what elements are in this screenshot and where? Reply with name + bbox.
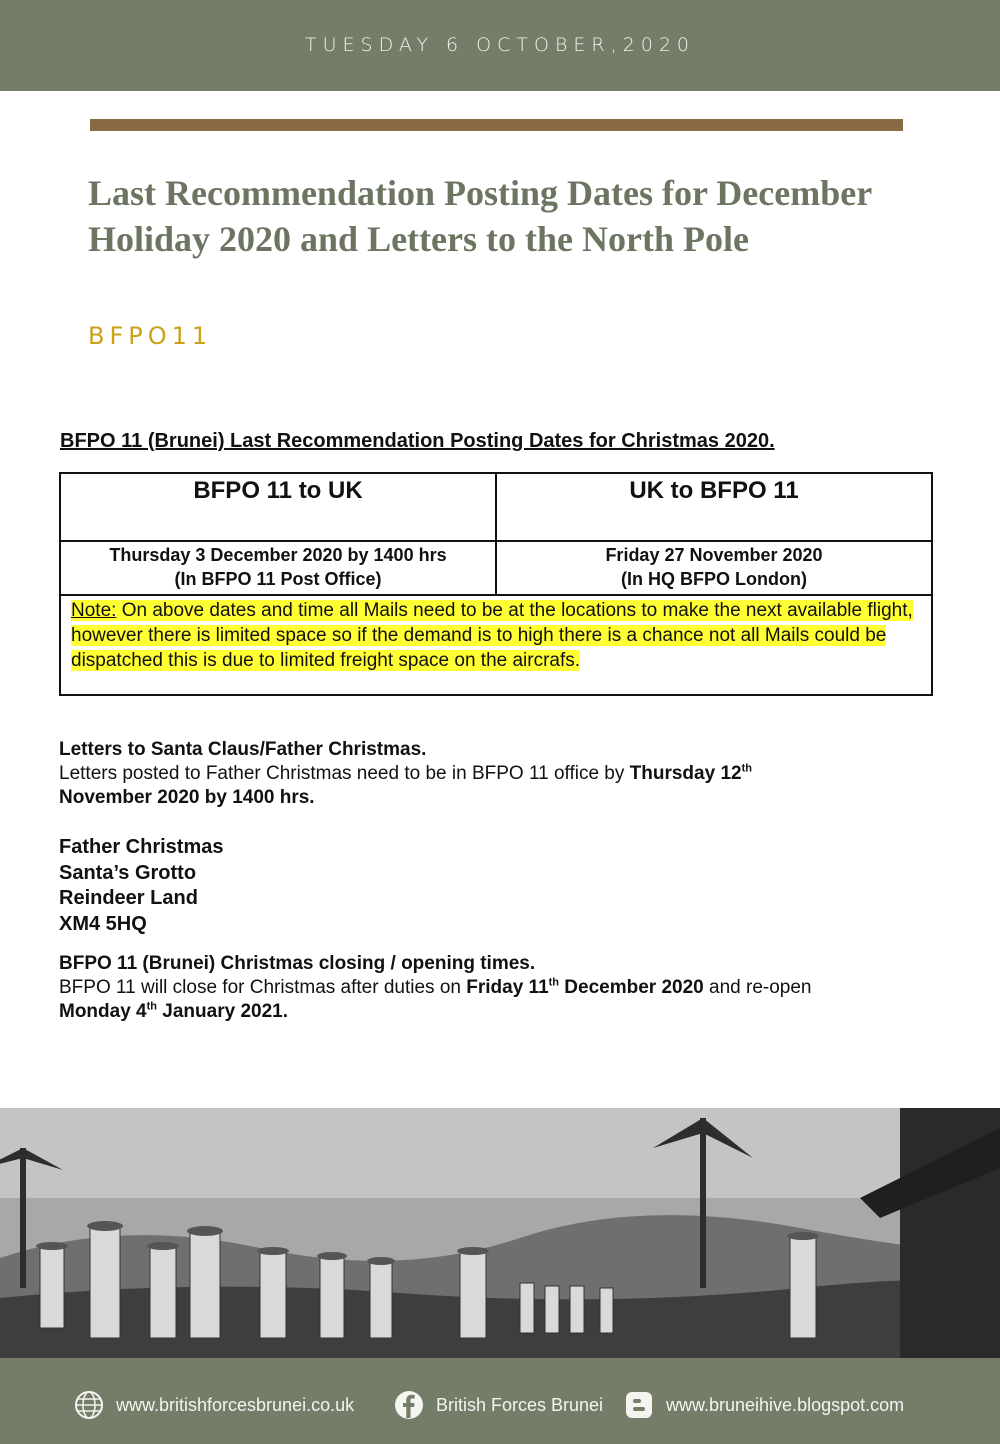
deadline-time: November 2020 by 1400 hrs. [59,787,315,808]
column-header-uk-to-bfpo: UK to BFPO 11 [496,473,932,541]
post-date: TUESDAY 6 OCTOBER,2020 [305,34,695,56]
open-date-suffix: th [146,1000,158,1013]
note-text: On above dates and time all Mails need to be at the locations to make the next available flight, however there is limited space so if the demand is to high there is a chance not all Mails could be dispatched this is due to limited freight space on the aircrafs. [71,600,913,671]
post-title[interactable]: Last Recommendation Posting Dates for December Holiday 2020 and Letters to the North Pole [88,173,872,259]
cell-line: (In BFPO 11 Post Office) [174,569,382,589]
deadline-suffix: th [741,762,752,775]
close-date-day: Friday 11 [466,977,549,998]
posting-dates-table [59,472,933,696]
deadline-date: Thursday 12 [629,763,742,784]
closing-section [59,952,939,1024]
note-label: Note: [71,600,117,621]
parade-photo [0,1108,1000,1358]
divider-rule [90,119,903,131]
reopen-text: and re-open [703,977,812,998]
santa-text [59,762,919,810]
post-category[interactable]: BFPO11 [88,322,213,350]
table-note [60,595,932,695]
open-date-day: Monday 4 [59,1001,147,1022]
santa-heading: Letters to Santa Claus/Father Christmas. [59,739,427,760]
open-date-month: January 2021. [157,1001,288,1022]
facebook-text: British Forces Brunei [436,1394,604,1415]
table-cell [60,541,496,595]
close-date-month: December 2020 [559,977,704,998]
address-line: Santa’s Grotto [59,861,197,884]
santa-address [59,835,224,937]
address-line: Reindeer Land [59,887,198,909]
address-line: Father Christmas [59,836,224,858]
cell-line: Friday 27 November 2020 [605,545,823,565]
closing-text [59,976,939,1024]
top-bar [0,0,1000,91]
closing-body: BFPO 11 will close for Christmas after duties on [59,977,467,998]
column-header-bfpo-to-uk: BFPO 11 to UK [60,473,496,541]
closing-heading: BFPO 11 (Brunei) Christmas closing / opening times. [59,953,536,974]
globe-icon [74,1390,104,1420]
blogger-icon [624,1390,654,1420]
footer-website-link[interactable] [74,1390,354,1420]
facebook-icon [394,1390,424,1420]
santa-body: Letters posted to Father Christmas need to be in BFPO 11 office by [59,763,630,784]
open-date [59,1001,288,1022]
table-cell [496,541,932,595]
parade-illustration [0,1108,1000,1358]
cell-line: (In HQ BFPO London) [621,569,807,589]
footer-blog-link[interactable] [624,1390,904,1420]
blog-text: www.bruneihive.blogspot.com [666,1394,905,1415]
footer-bar [0,1358,1000,1444]
cell-line: Thursday 3 December 2020 by 1400 hrs [109,545,447,565]
close-date-suffix: th [548,976,560,989]
section-title: BFPO 11 (Brunei) Last Recommendation Posting Dates for Christmas 2020. [60,430,775,452]
close-date [466,977,704,998]
footer-facebook-link[interactable] [394,1390,603,1420]
santa-section [59,738,919,810]
address-line: XM4 5HQ [59,912,147,935]
website-text: www.britishforcesbrunei.co.uk [116,1394,355,1415]
